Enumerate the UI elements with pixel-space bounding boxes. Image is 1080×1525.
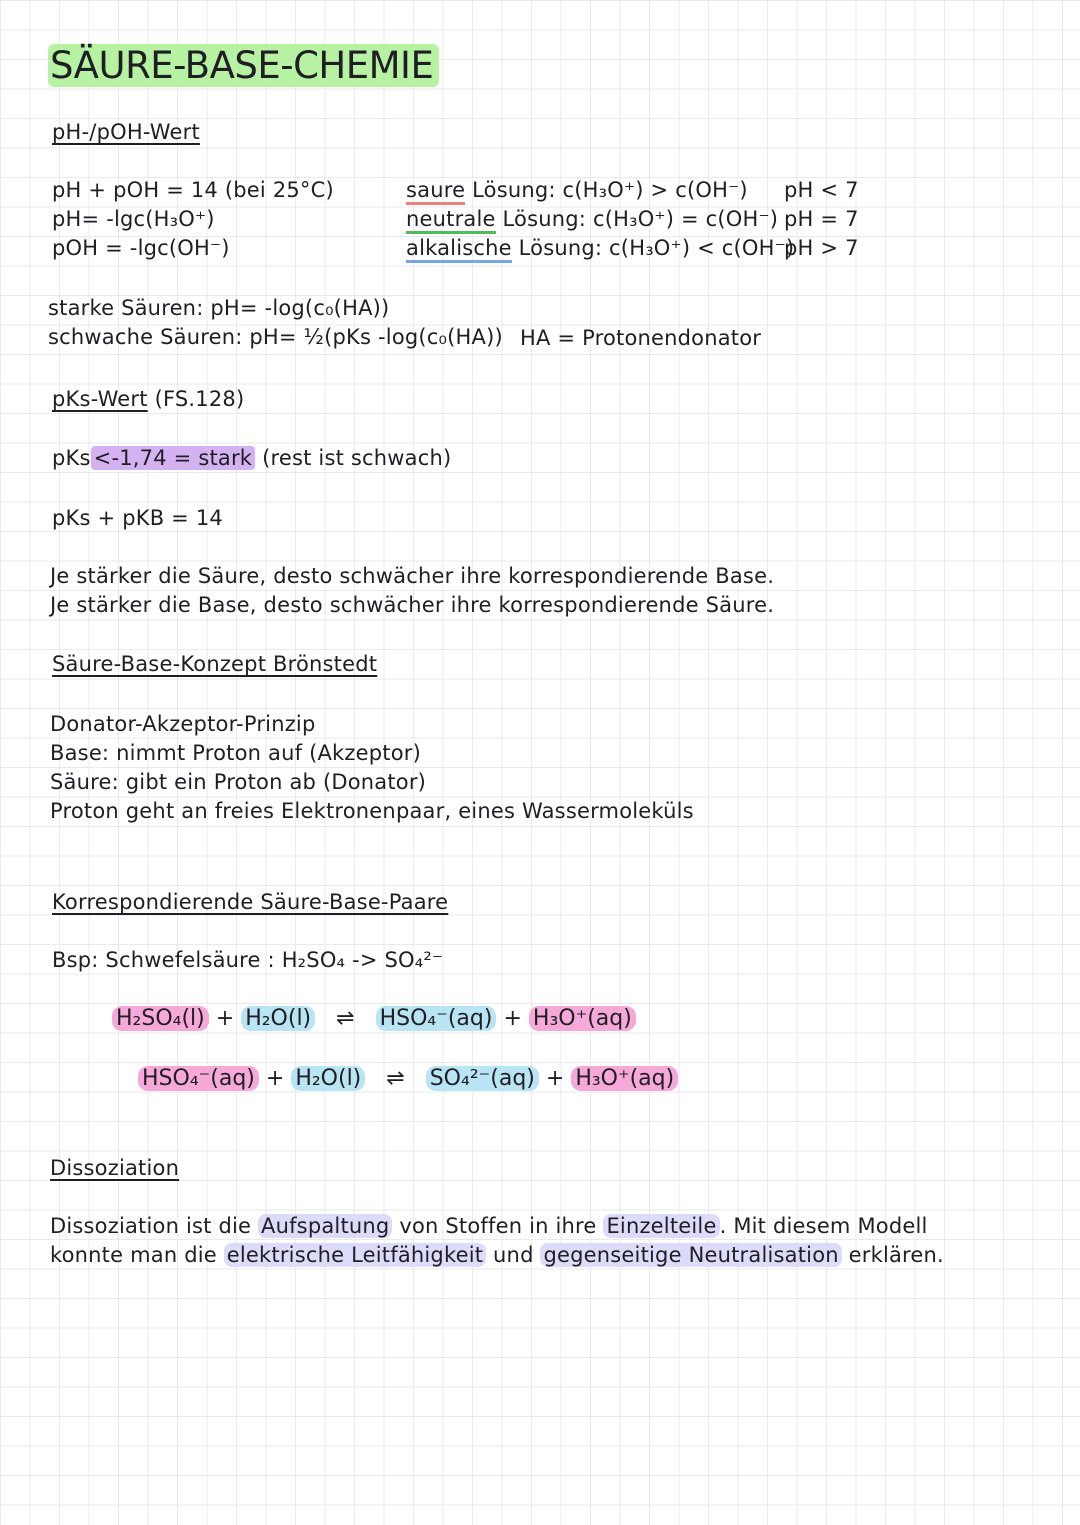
ph-formula-2: pH= -lgc(H₃O⁺) <box>52 207 215 231</box>
pks-heading: pKs-Wert <box>52 387 148 411</box>
reaction-1-plus-1: + <box>215 1006 235 1031</box>
acid-strength-formulas <box>48 296 503 354</box>
reaction-1-base: H₂O(l) <box>241 1006 315 1031</box>
strength-rule-1: Je stärker die Säure, desto schwächer ihre korrespondierende Base. <box>50 564 775 588</box>
solutions-list <box>406 178 794 265</box>
pairs-example: Bsp: Schwefelsäure : H₂SO₄ -> SO₄²⁻ <box>52 948 444 972</box>
reaction-2-equilibrium-arrow: ⇌ <box>386 1066 405 1091</box>
solution-alkaline-kind: alkalische <box>406 236 512 263</box>
reaction-1-acid: H₂SO₄(l) <box>112 1006 209 1031</box>
reaction-2-acid: HSO₄⁻(aq) <box>138 1066 259 1091</box>
reaction-1-conj-acid: H₃O⁺(aq) <box>529 1006 636 1031</box>
reaction-1-equilibrium-arrow: ⇌ <box>336 1006 355 1031</box>
dissoziation-term-einzelteile: Einzelteile <box>603 1214 719 1238</box>
dissoziation-text-1a: Dissoziation ist die <box>50 1214 259 1238</box>
bronsted-line-1: Donator-Akzeptor-Prinzip <box>50 712 316 736</box>
ph-value-neutral: pH = 7 <box>784 207 859 231</box>
pks-strong-prefix: pKs <box>52 446 91 470</box>
page-title: SÄURE-BASE-CHEMIE <box>48 44 439 87</box>
bronsted-lines <box>50 712 694 828</box>
ph-value-alkaline: pH > 7 <box>784 236 859 260</box>
solution-acidic-kind: saure <box>406 178 465 205</box>
bronsted-line-3: Säure: gibt ein Proton ab (Donator) <box>50 770 427 794</box>
dissoziation-term-leitfaehigkeit: elektrische Leitfähigkeit <box>224 1243 486 1267</box>
dissoziation-term-aufspaltung: Aufspaltung <box>258 1214 392 1238</box>
strength-rules <box>50 564 774 622</box>
reaction-2-conj-acid: H₃O⁺(aq) <box>571 1066 678 1091</box>
solution-neutral-rest: Lösung: c(H₃O⁺) = c(OH⁻) <box>502 207 779 231</box>
dissoziation-line-1 <box>50 1214 944 1243</box>
solution-acidic-rest: Lösung: c(H₃O⁺) > c(OH⁻) <box>472 178 748 202</box>
dissoziation-text-2e: erklären. <box>841 1243 944 1267</box>
solution-neutral <box>406 207 794 236</box>
reaction-2-conj-base: SO₄²⁻(aq) <box>426 1066 539 1091</box>
reaction-1-plus-2: + <box>503 1006 522 1031</box>
ph-values <box>784 178 859 265</box>
ph-value-acidic: pH < 7 <box>784 178 859 202</box>
reaction-2-plus-1: + <box>265 1066 285 1091</box>
ph-formula-1: pH + pOH = 14 (bei 25°C) <box>52 178 334 202</box>
reaction-1-conj-base: HSO₄⁻(aq) <box>376 1006 497 1031</box>
strong-acids-formula: starke Säuren: pH= -log(c₀(HA)) <box>48 296 390 320</box>
pks-heading-line <box>52 387 244 411</box>
pks-strong-threshold: <-1,74 = stark <box>91 446 256 470</box>
bronsted-line-4: Proton geht an freies Elektronenpaar, eines Wassermoleküls <box>50 799 694 823</box>
reaction-2-base: H₂O(l) <box>291 1066 365 1091</box>
ph-heading: pH-/pOH-Wert <box>52 120 200 144</box>
pks-strong-rest: (rest ist schwach) <box>262 446 452 470</box>
solution-acidic <box>406 178 794 207</box>
reaction-2-plus-2: + <box>545 1066 565 1091</box>
bronsted-heading: Säure-Base-Konzept Brönstedt <box>52 652 378 676</box>
pairs-heading: Korrespondierende Säure-Base-Paare <box>52 890 449 914</box>
solution-alkaline <box>406 236 794 265</box>
dissoziation-text-2c: und <box>486 1243 541 1267</box>
reaction-1 <box>112 1006 636 1031</box>
dissoziation-text-2a: konnte man die <box>50 1243 224 1267</box>
pks-pkb-sum: pKs + pKB = 14 <box>52 506 223 530</box>
pks-strong-line <box>52 446 451 470</box>
dissoziation-heading: Dissoziation <box>50 1156 180 1180</box>
dissoziation-text-1e: . Mit diesem Modell <box>719 1214 928 1238</box>
strength-rule-2: Je stärker die Base, desto schwächer ihre korrespondierende Säure. <box>50 593 775 617</box>
pks-heading-note: (FS.128) <box>154 387 245 411</box>
reaction-2 <box>138 1066 678 1091</box>
bronsted-line-2: Base: nimmt Proton auf (Akzeptor) <box>50 741 421 765</box>
dissoziation-line-2 <box>50 1243 944 1272</box>
ph-formula-3: pOH = -lgc(OH⁻) <box>52 236 230 260</box>
solution-neutral-kind: neutrale <box>406 207 496 234</box>
weak-acids-formula: schwache Säuren: pH= ½(pKs -log(c₀(HA)) <box>48 325 503 349</box>
dissoziation-text-1c: von Stoffen in ihre <box>392 1214 604 1238</box>
ha-note: HA = Protonendonator <box>520 326 762 350</box>
dissoziation-term-neutralisation: gegenseitige Neutralisation <box>540 1243 841 1267</box>
ph-formulas <box>52 178 334 265</box>
dissoziation-text <box>50 1214 944 1272</box>
solution-alkaline-rest: Lösung: c(H₃O⁺) < c(OH⁻) <box>518 236 795 260</box>
